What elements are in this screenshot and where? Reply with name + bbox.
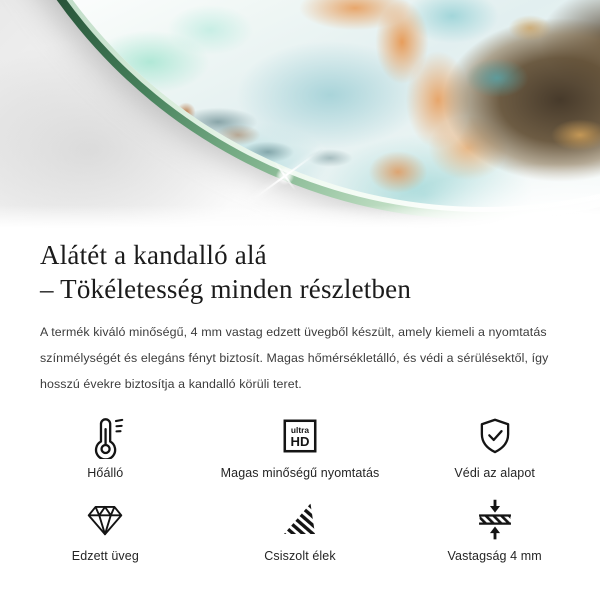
diamond-icon — [84, 495, 126, 543]
features-grid — [8, 412, 592, 563]
feature-ultra-hd-print — [203, 412, 398, 480]
product-description — [40, 319, 560, 397]
page-title — [40, 238, 560, 306]
feature-label: Edzett üveg — [71, 549, 139, 563]
feature-protects-base — [397, 412, 592, 480]
feature-label: Csiszolt élek — [264, 549, 336, 563]
thickness-icon — [473, 495, 517, 543]
shield-check-icon — [474, 412, 516, 460]
ultra-hd-badge-top: ultra — [290, 424, 310, 435]
feature-label: Védi az alapot — [454, 466, 535, 480]
polished-edge-icon — [280, 495, 320, 543]
feature-label: Vastagság 4 mm — [447, 549, 542, 563]
feature-thickness-4mm — [397, 495, 592, 563]
feature-tempered-glass — [8, 495, 203, 563]
feature-label: Magas minőségű nyomtatás — [220, 466, 380, 480]
title-line-1: Alátét a kandalló alá — [40, 240, 267, 270]
feature-polished-edges — [203, 495, 398, 563]
glint-glow — [276, 167, 294, 185]
text-section — [0, 228, 600, 397]
ultra-hd-icon — [279, 412, 321, 460]
description-line: A termék kiváló minőségű, 4 mm vastag edzett üvegből készült, amely kiemeli a nyomtatás — [40, 325, 547, 339]
title-line-2: – Tökéletesség minden részletben — [40, 274, 412, 304]
feature-heat-resistant — [8, 412, 203, 480]
description-line: hosszú évekre biztosítja a kandalló körüli teret. — [40, 377, 302, 391]
feature-label: Hőálló — [87, 466, 124, 480]
description-line: színmélységét és elegáns fényt biztosít. Magas hőmérsékletálló, és védi a sérülésektől, így — [40, 351, 549, 365]
ultra-hd-badge-bottom: HD — [290, 433, 310, 449]
thermometer-icon — [82, 412, 128, 460]
product-photo — [0, 0, 600, 228]
